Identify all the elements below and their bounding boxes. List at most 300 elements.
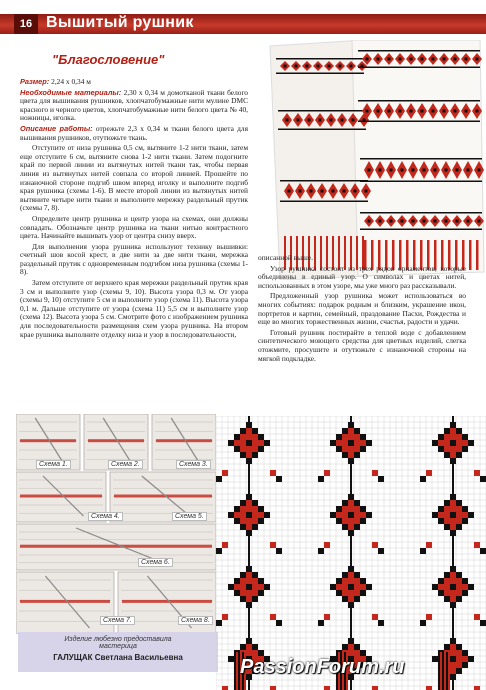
page-number: 16 [14, 14, 38, 34]
motif-0-28-outline [234, 578, 240, 584]
motif-1-4-outline [360, 446, 366, 452]
motif-0-28-petal [246, 596, 252, 602]
motif-1-4-outline [360, 434, 366, 440]
tassel-0 [234, 652, 236, 690]
motif-0-40-outline [252, 644, 258, 650]
work-line [20, 125, 248, 142]
motif-0-16-outline [246, 530, 252, 536]
towel-photo [240, 40, 486, 280]
motif-2-28-outline [450, 602, 456, 608]
motif-1-4-petal [354, 440, 360, 446]
motif-0-40-petal [246, 644, 252, 650]
motif-0-28-center [246, 584, 252, 590]
motif-2-16-outline [432, 512, 438, 518]
motif-0-4-petal [252, 434, 258, 440]
motif-1-40-petal [348, 644, 354, 650]
motif-2-4-outline [450, 422, 456, 428]
leaf [426, 686, 432, 690]
step-photos-image [16, 414, 216, 634]
motif-1-28-outline [348, 602, 354, 608]
motif-0-28-outline [246, 602, 252, 608]
motif-2-4-outline [438, 434, 444, 440]
motif-0-28-outline [264, 584, 270, 590]
thread-stitch [114, 495, 212, 498]
credit-line-1: Изделие любезно предоставила [64, 636, 172, 643]
leaf-edge [318, 620, 324, 626]
motif-0-16-petal [246, 500, 252, 506]
motif-2-28-petal [456, 590, 462, 596]
leaf [426, 470, 432, 476]
motif-2-16-outline [438, 506, 444, 512]
motif-2-40-outline [432, 656, 438, 662]
motif-1-28-outline [336, 578, 342, 584]
motif-1-16-outline [360, 518, 366, 524]
caption-4: Схема 4. [88, 512, 123, 521]
motif-2-40-petal [456, 656, 462, 662]
leaf-edge [480, 476, 486, 482]
motif-0-16-petal [252, 506, 258, 512]
caption-3: Схема 3. [176, 460, 211, 469]
motif-2-40-center [450, 656, 456, 662]
step-photos [16, 414, 216, 634]
motif-2-4-outline [462, 434, 468, 440]
motif-2-16-outline [456, 524, 462, 530]
leaf-edge [480, 548, 486, 554]
thread-stitch [20, 600, 110, 603]
motif-2-16-petal [462, 512, 468, 518]
motif-2-16-petal [444, 506, 450, 512]
leaf [222, 686, 228, 690]
leaf [270, 542, 276, 548]
motif-0-4-petal [252, 446, 258, 452]
motif-0-4-outline [246, 422, 252, 428]
motif-1-28-petal [348, 596, 354, 602]
motif-0-4-outline [240, 452, 246, 458]
motif-2-40-outline [456, 644, 462, 650]
motif-1-28-outline [348, 566, 354, 572]
fringe-right [469, 240, 472, 270]
page-header [0, 0, 486, 40]
motif-1-16-petal [354, 518, 360, 524]
motif-1-4-petal [354, 446, 360, 452]
motif-2-40-petal [450, 650, 456, 656]
motif-2-28-petal [438, 584, 444, 590]
motif-0-4-petal [246, 428, 252, 434]
motif-2-40-outline [456, 668, 462, 674]
leaf [474, 686, 480, 690]
thread-stitch [156, 439, 212, 442]
caption-8: Схема 8. [178, 616, 213, 625]
motif-1-28-petal [354, 590, 360, 596]
article-title: "Благословение" [52, 52, 165, 67]
motif-2-28-petal [450, 596, 456, 602]
motif-0-28-petal [240, 584, 246, 590]
motif-1-4-outline [348, 422, 354, 428]
leaf [474, 614, 480, 620]
motif-1-28-outline [342, 572, 348, 578]
leaf [324, 542, 330, 548]
motif-2-4-petal [450, 434, 456, 440]
motif-2-16-petal [450, 500, 456, 506]
motif-0-16-petal [240, 512, 246, 518]
tassel-2 [442, 652, 444, 690]
motif-2-16-petal [438, 512, 444, 518]
motif-2-16-petal [450, 524, 456, 530]
motif-1-28-petal [354, 578, 360, 584]
motif-0-16-outline [252, 500, 258, 506]
motif-2-4-outline [450, 458, 456, 464]
work-label: Описание работы: [20, 123, 93, 133]
motif-2-28-outline [456, 596, 462, 602]
motif-1-16-outline [330, 512, 336, 518]
motif-0-4-outline [252, 452, 258, 458]
motif-1-16-outline [348, 530, 354, 536]
motif-2-16-center [450, 512, 456, 518]
motif-1-16-petal [354, 512, 360, 518]
leaf [426, 542, 432, 548]
thread-stitch [20, 545, 212, 548]
article-right-column [258, 254, 466, 365]
motif-2-40-outline [468, 656, 474, 662]
motif-2-28-petal [444, 584, 450, 590]
motif-1-16-outline [336, 506, 342, 512]
motif-0-16-outline [258, 518, 264, 524]
motif-1-4-center [348, 440, 354, 446]
motif-1-16-petal [354, 506, 360, 512]
motif-0-4-center [246, 440, 252, 446]
motif-2-28-outline [462, 578, 468, 584]
motif-2-28-outline [438, 578, 444, 584]
motif-1-4-petal [348, 434, 354, 440]
motif-1-16-petal [342, 518, 348, 524]
motif-0-16-outline [234, 518, 240, 524]
credit-name: ГАЛУЩАК Светлана Васильевна [53, 653, 183, 662]
motif-0-4-outline [264, 440, 270, 446]
motif-1-28-petal [342, 590, 348, 596]
motif-0-4-outline [246, 458, 252, 464]
leaf-edge [216, 476, 222, 482]
motif-1-28-petal [348, 578, 354, 584]
motif-0-28-petal [240, 590, 246, 596]
motif-1-28-petal [360, 584, 366, 590]
motif-1-28-outline [360, 578, 366, 584]
motif-1-4-outline [354, 452, 360, 458]
motif-2-28-outline [468, 584, 474, 590]
motif-1-28-outline [342, 596, 348, 602]
motif-1-28-petal [342, 578, 348, 584]
motif-0-4-petal [234, 440, 240, 446]
motif-2-40-petal [462, 656, 468, 662]
leaf-edge [378, 476, 384, 482]
paragraph-1: Отступите от низа рушника 0,5 см, вытяните 1-2 нити ткани, затем еще отступите 6 см, вытяните снова 1-2 нити ткани. Затем подогните край по первой линии из вытянутых нитей ткани так, чтобы первая линия из вытянутых нитей совпала со второй линией. Прошейте по изнаночной стороне подгиб швом вперед иголку и выполните подгиб края рушника (схемы 1-6). В месте второй линии из вытянутых нитей вытяните четыре нити ткани и выполните мережку раздельный прутик (схемы 7, 8). [20, 143, 248, 213]
motif-0-4-petal [246, 452, 252, 458]
motif-0-16-petal [258, 512, 264, 518]
motif-0-4-outline [234, 446, 240, 452]
materials-text: 2,30 х 0,34 м домотканой ткани белого цвета для вышивания рушников, хлопчатобумажные нити мулине DMC красного и черного цветов, хлопчатобумажные нити белого цвета № 40, ножницы, иголка. [20, 87, 248, 123]
leaf [270, 686, 276, 690]
motif-0-28-outline [246, 566, 252, 572]
watermark: PassionForum.ru [240, 656, 405, 678]
motif-0-4-outline [234, 434, 240, 440]
motif-0-4-petal [246, 446, 252, 452]
motif-2-16-outline [450, 530, 456, 536]
motif-1-4-outline [342, 428, 348, 434]
motif-0-16-petal [246, 506, 252, 512]
motif-1-4-petal [342, 440, 348, 446]
motif-1-16-outline [360, 506, 366, 512]
motif-2-16-outline [444, 500, 450, 506]
motif-0-28-outline [258, 578, 264, 584]
motif-2-4-outline [438, 446, 444, 452]
motif-0-16-outline [258, 506, 264, 512]
paragraph-7: Предложенный узор рушника может использоваться во многих событиях: подарок родным и близким, украшение икон, портретов и картин, семейный, праздование Пасхи, Рождества и еще во многих торжественных жизни, счастья, радости и удачи. [258, 291, 466, 327]
tassel-2 [438, 652, 440, 690]
motif-2-40-outline [444, 644, 450, 650]
paragraph-2: Определите центр рушника и центр узора на схемах, они должны совпадать. Обозначьте центр рушника на ткани нитью контрастного цвета. Начинайте вышивать узор от центра снизу вверх. [20, 213, 248, 241]
leaf-edge [276, 548, 282, 554]
motif-2-4-petal [456, 440, 462, 446]
credit-line-2: мастерица [99, 643, 137, 650]
motif-2-28-petal [456, 578, 462, 584]
motif-1-4-petal [348, 452, 354, 458]
motif-2-28-petal [456, 584, 462, 590]
motif-2-16-outline [456, 500, 462, 506]
motif-2-28-outline [432, 584, 438, 590]
motif-0-16-outline [234, 506, 240, 512]
motif-0-16-petal [252, 518, 258, 524]
motif-2-4-outline [468, 440, 474, 446]
motif-2-4-outline [444, 428, 450, 434]
motif-1-40-outline [354, 644, 360, 650]
tassel-2 [448, 652, 450, 690]
motif-0-28-petal [252, 590, 258, 596]
motif-1-28-outline [360, 590, 366, 596]
motif-0-16-outline [240, 500, 246, 506]
motif-2-4-petal [438, 440, 444, 446]
motif-1-4-petal [348, 428, 354, 434]
motif-1-4-outline [336, 446, 342, 452]
paragraph-5: описанной выше. [258, 253, 313, 262]
motif-0-4-outline [258, 434, 264, 440]
leaf-edge [420, 476, 426, 482]
tassel-2 [446, 652, 448, 690]
leaf [426, 614, 432, 620]
motif-0-16-petal [234, 512, 240, 518]
motif-1-28-petal [348, 590, 354, 596]
thread-stitch [20, 495, 102, 498]
motif-1-16-outline [366, 512, 372, 518]
motif-2-40-outline [462, 662, 468, 668]
motif-0-28-petal [234, 584, 240, 590]
motif-0-4-outline [258, 446, 264, 452]
size-value: 2,24 х 0,34 м [51, 77, 91, 86]
motif-0-28-petal [252, 578, 258, 584]
leaf-edge [378, 548, 384, 554]
size-line [20, 78, 248, 87]
motif-1-16-petal [360, 512, 366, 518]
motif-0-40-outline [246, 638, 252, 644]
motif-1-28-petal [354, 584, 360, 590]
paragraph-4: Затем отступите от верхнего края мережки раздельный прутик края 3 см и выполните узор (схемы 9, 10). Высота узора 0,3 м. От узора (схемы 9, 10) отступите 5 см и выполните узор (схема 11). Высота узора 0,1 м. Дальше отступите от узора (схема 11) 5,5 см и выполните узор (схема 12). Высота узора 5 см. Смотрите фото с изображением рушника для последовательности размещения схем узора рушника. На втором крае рушника выполните отделку низа и узор в последовательности, [20, 278, 248, 339]
motif-2-28-outline [444, 596, 450, 602]
paragraph-3: Для выполнения узора рушника используют технику вышивки: счетный шов косой крест, в две нити за две нити ткани, мережка раздельный прутик с одновременным подгибом низа рушника (схемы 1-8). [20, 241, 248, 277]
motif-1-4-outline [342, 452, 348, 458]
motif-0-16-outline [252, 524, 258, 530]
motif-1-16-outline [342, 500, 348, 506]
tassel-2 [444, 652, 446, 690]
article-left-column [20, 78, 248, 341]
motif-0-28-petal [252, 584, 258, 590]
leaf [270, 470, 276, 476]
motif-0-4-outline [240, 428, 246, 434]
motif-1-4-outline [330, 440, 336, 446]
leaf-edge [420, 548, 426, 554]
motif-0-4-petal [240, 446, 246, 452]
motif-0-28-petal [258, 584, 264, 590]
motif-1-4-petal [342, 434, 348, 440]
motif-2-16-outline [462, 506, 468, 512]
motif-1-28-outline [336, 590, 342, 596]
motif-1-16-outline [354, 500, 360, 506]
motif-2-16-petal [444, 518, 450, 524]
leaf [324, 614, 330, 620]
motif-2-16-outline [438, 518, 444, 524]
motif-2-4-outline [456, 452, 462, 458]
motif-2-16-outline [462, 518, 468, 524]
motif-0-16-outline [240, 524, 246, 530]
motif-0-28-outline [228, 584, 234, 590]
motif-2-16-petal [450, 518, 456, 524]
motif-1-40-outline [342, 644, 348, 650]
tassel-0 [236, 652, 238, 690]
motif-1-16-petal [348, 500, 354, 506]
motif-2-28-outline [462, 590, 468, 596]
motif-2-40-petal [450, 644, 456, 650]
motif-2-4-petal [450, 446, 456, 452]
motif-2-4-outline [432, 440, 438, 446]
motif-1-4-petal [342, 446, 348, 452]
motif-2-4-center [450, 440, 456, 446]
motif-1-40-outline [348, 638, 354, 644]
motif-2-40-petal [450, 668, 456, 674]
motif-2-28-outline [456, 572, 462, 578]
motif-1-4-outline [348, 458, 354, 464]
paragraph-8: Готовый рушник постирайте в теплой воде с добавлением синтетического моющего средства для цветных изделий, слегка отожмите, просушите и отутюжьте с изнаночной стороны на мягкой подкладке. [258, 327, 466, 363]
motif-2-28-petal [450, 578, 456, 584]
motif-2-40-petal [456, 650, 462, 656]
motif-2-16-petal [456, 512, 462, 518]
motif-2-4-petal [456, 434, 462, 440]
motif-0-16-outline [246, 494, 252, 500]
cross-stitch-chart [216, 416, 486, 690]
motif-0-4-petal [240, 440, 246, 446]
leaf-edge [318, 476, 324, 482]
motif-2-28-petal [462, 584, 468, 590]
motif-0-4-petal [240, 434, 246, 440]
motif-2-16-outline [450, 494, 456, 500]
caption-6: Схема 6. [138, 558, 173, 567]
leaf [372, 686, 378, 690]
motif-1-28-petal [342, 584, 348, 590]
section-title: Вышитый рушник [46, 14, 194, 31]
leaf [372, 614, 378, 620]
thread-stitch [122, 600, 212, 603]
motif-2-4-petal [450, 428, 456, 434]
motif-2-4-petal [444, 440, 450, 446]
motif-2-40-outline [450, 638, 456, 644]
motif-1-28-outline [354, 572, 360, 578]
work-text: отрежьте 2,3 х 0,34 м ткани белого цвета для вышивания рушников, отутюжьте ткань. [20, 123, 248, 142]
leaf [270, 614, 276, 620]
motif-0-28-petal [246, 590, 252, 596]
leaf [324, 686, 330, 690]
motif-2-16-petal [456, 518, 462, 524]
motif-0-16-petal [240, 518, 246, 524]
motif-0-40-outline [228, 656, 234, 662]
motif-2-4-petal [444, 446, 450, 452]
motif-0-28-petal [240, 578, 246, 584]
motif-0-16-petal [246, 518, 252, 524]
caption-2: Схема 2. [108, 460, 143, 469]
motif-2-4-petal [456, 446, 462, 452]
motif-2-28-petal [450, 590, 456, 596]
motif-0-28-outline [234, 590, 240, 596]
motif-0-16-center [246, 512, 252, 518]
leaf-edge [216, 548, 222, 554]
motif-0-4-petal [252, 440, 258, 446]
leaf [222, 614, 228, 620]
motif-0-4-petal [258, 440, 264, 446]
credit-box [18, 632, 218, 672]
leaf [222, 470, 228, 476]
motif-1-16-petal [342, 512, 348, 518]
motif-0-16-petal [252, 512, 258, 518]
leaf [222, 542, 228, 548]
leaf-edge [420, 620, 426, 626]
motif-1-16-center [348, 512, 354, 518]
tassel-2 [440, 652, 442, 690]
motif-0-16-outline [264, 512, 270, 518]
motif-1-28-outline [366, 584, 372, 590]
motif-2-16-petal [444, 512, 450, 518]
motif-0-4-petal [246, 434, 252, 440]
leaf [474, 542, 480, 548]
motif-2-4-outline [462, 446, 468, 452]
leaf-edge [378, 620, 384, 626]
motif-2-40-outline [450, 674, 456, 680]
motif-0-28-outline [252, 596, 258, 602]
motif-0-16-petal [246, 524, 252, 530]
motif-0-4-outline [228, 440, 234, 446]
motif-1-4-petal [336, 440, 342, 446]
motif-1-16-outline [348, 494, 354, 500]
motif-1-4-outline [354, 428, 360, 434]
motif-0-28-outline [258, 590, 264, 596]
motif-1-4-outline [366, 440, 372, 446]
motif-0-40-outline [240, 644, 246, 650]
leaf-edge [480, 620, 486, 626]
motif-2-16-outline [444, 524, 450, 530]
leaf-edge [318, 548, 324, 554]
motif-2-4-outline [456, 428, 462, 434]
caption-1: Схема 1. [36, 460, 71, 469]
motif-1-4-petal [354, 434, 360, 440]
motif-1-4-petal [360, 440, 366, 446]
motif-2-4-petal [462, 440, 468, 446]
motif-2-28-petal [444, 590, 450, 596]
motif-0-28-outline [252, 572, 258, 578]
motif-1-16-petal [342, 506, 348, 512]
